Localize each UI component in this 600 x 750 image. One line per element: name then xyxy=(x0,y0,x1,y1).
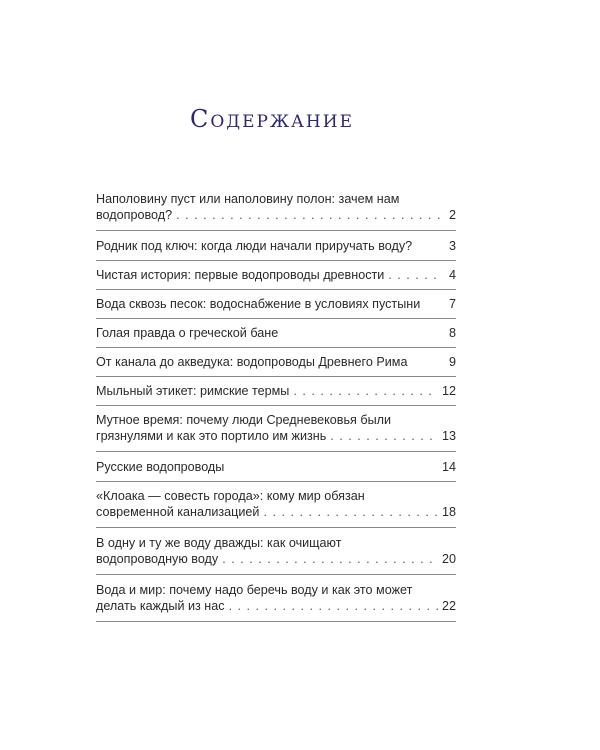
toc-entry-title: Чистая история: первые водопроводы древности xyxy=(96,268,385,282)
leader-dots xyxy=(176,207,440,223)
toc-entry-line xyxy=(96,428,456,444)
toc-entry[interactable] xyxy=(96,191,456,231)
page-title: Содержание xyxy=(189,105,354,133)
toc-entry-line xyxy=(96,459,456,475)
toc-entry[interactable] xyxy=(96,459,456,482)
toc-entry-line xyxy=(96,238,456,254)
toc-entry-title: Голая правда о греческой бане xyxy=(96,326,279,340)
toc-entry-title-cont: грязнулями и как это портило им жизнь xyxy=(96,429,327,443)
toc-entry-line xyxy=(96,598,456,614)
toc-page-number: 2 xyxy=(448,208,456,222)
toc-page-number: 18 xyxy=(441,505,456,519)
toc-entry-line xyxy=(96,296,456,312)
toc-entry-title: От канала до акведука: водопроводы Древнего Рима xyxy=(96,355,408,369)
toc-page-number: 14 xyxy=(441,460,456,474)
toc-entry[interactable] xyxy=(96,354,456,377)
toc-entry-title-cont: современной канализацией xyxy=(96,505,260,519)
toc-page-number: 8 xyxy=(448,326,456,340)
toc-entry[interactable] xyxy=(96,296,456,319)
leader-dots xyxy=(263,504,438,520)
toc-entry[interactable] xyxy=(96,238,456,261)
toc-entry-title: Родник под ключ: когда люди начали приручать воду? xyxy=(96,239,413,253)
toc-entry[interactable] xyxy=(96,325,456,348)
toc-entry-title-cont: водопроводную воду xyxy=(96,552,219,566)
leader-dots xyxy=(330,428,438,444)
toc-entry-title: Вода сквозь песок: водоснабжение в условиях пустыни xyxy=(96,297,421,311)
toc-page-number: 4 xyxy=(448,268,456,282)
toc-page-number: 7 xyxy=(448,297,456,311)
toc-entry-title-cont: водопровод? xyxy=(96,208,173,222)
table-of-contents xyxy=(96,191,456,629)
toc-entry-title: Русские водопроводы xyxy=(96,460,225,474)
toc-entry-line xyxy=(96,535,456,551)
toc-entry-line xyxy=(96,488,456,504)
toc-entry-line xyxy=(96,191,456,207)
toc-entry-line xyxy=(96,412,456,428)
toc-entry-title: Наполовину пуст или наполовину полон: зачем нам xyxy=(96,192,400,206)
toc-entry-line xyxy=(96,325,456,341)
toc-entry[interactable] xyxy=(96,412,456,452)
leader-dots xyxy=(222,551,438,567)
leader-dots xyxy=(293,383,438,399)
toc-entry-line xyxy=(96,551,456,567)
toc-entry-line xyxy=(96,383,456,399)
toc-entry-title: Вода и мир: почему надо беречь воду и как это может xyxy=(96,583,413,597)
toc-page-number: 22 xyxy=(441,599,456,613)
toc-page-number: 13 xyxy=(441,429,456,443)
toc-entry[interactable] xyxy=(96,535,456,575)
toc-entry-title: «Клоака — совесть города»: кому мир обязан xyxy=(96,489,365,503)
toc-entry-title: Мутное время: почему люди Средневековья были xyxy=(96,413,391,427)
toc-entry-title: Мыльный этикет: римские термы xyxy=(96,384,290,398)
leader-dots xyxy=(229,598,438,614)
toc-entry-title-cont: делать каждый из нас xyxy=(96,599,225,613)
toc-page-number: 12 xyxy=(441,384,456,398)
toc-entry[interactable] xyxy=(96,267,456,290)
leader-dots xyxy=(388,267,440,283)
toc-page-number: 3 xyxy=(448,239,456,253)
toc-entry-line xyxy=(96,504,456,520)
toc-entry[interactable] xyxy=(96,383,456,406)
toc-entry-line xyxy=(96,267,456,283)
toc-entry-line xyxy=(96,582,456,598)
toc-entry-title: В одну и ту же воду дважды: как очищают xyxy=(96,536,342,550)
toc-entry-line xyxy=(96,207,456,223)
toc-entry-line xyxy=(96,354,456,370)
toc-page-number: 9 xyxy=(448,355,456,369)
toc-page-number: 20 xyxy=(441,552,456,566)
toc-entry[interactable] xyxy=(96,582,456,622)
toc-entry[interactable] xyxy=(96,488,456,528)
